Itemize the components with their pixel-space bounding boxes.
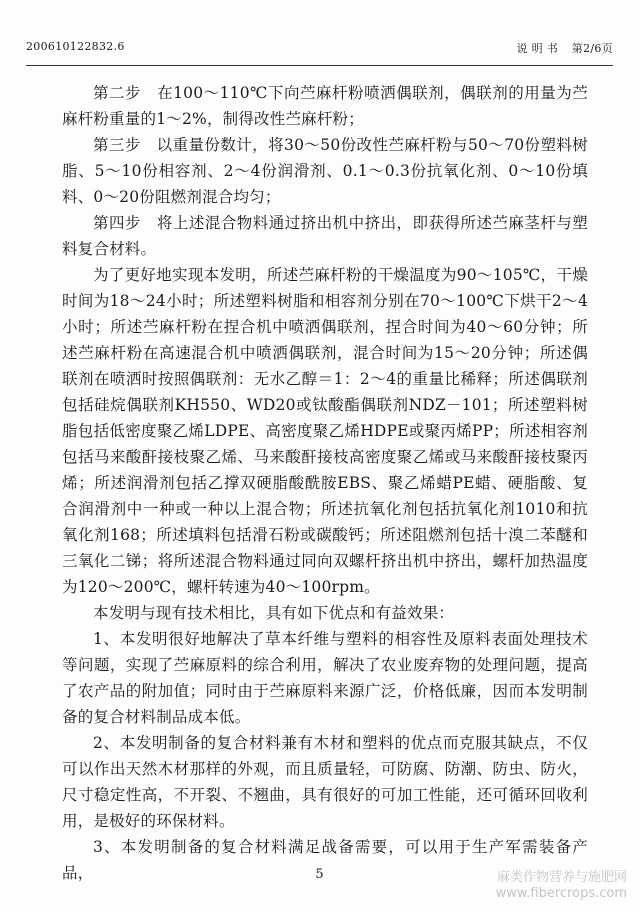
paragraph-step-3: 第三步 以重量份数计，将30～50份改性苎麻杆粉与50～70份塑料树脂、5～10份相容剂、2～4份润滑剂、0.1～0.3份抗氧化剂、0～10份填料、0～20份阻燃剂混合均匀； (62, 136, 588, 206)
watermark (496, 870, 627, 902)
watermark-title: 麻类作物营养与施肥网 (496, 870, 627, 885)
header-right (507, 40, 614, 56)
paragraph-step-4: 第四步 将上述混合物料通过挤出机中挤出，即获得所述苎麻茎杆与塑料复合材料。 (62, 214, 588, 258)
paragraph-advantage-1: 1、本发明很好地解决了草本纤维与塑料的相容性及原料表面处理技术等问题，实现了苎麻原料的综合利用，解决了农业废弃物的处理问题，提高了农产品的附加值；同时由于苎麻原料来源广泛，价格低廉，因而本发明制备的复合材料制品成本低。 (62, 630, 588, 726)
page-number: 5 (315, 867, 324, 882)
paragraph-details: 为了更好地实现本发明，所述苎麻杆粉的干燥温度为90～105℃，干燥时间为18～24小时；所述塑料树脂和相容剂分别在70～100℃下烘干2～4小时；所述苎麻杆粉在捏合机中喷洒偶联剂，捏合时间为40～60分钟；所述苎麻杆粉在高速混合机中喷洒偶联剂，混合时间为15～20分钟；所述偶联剂在喷洒时按照偶联剂：无水乙醇＝1：2～4的重量比稀释；所述偶联剂包括硅烷偶联剂KH550、WD20或钛酸酯偶联剂NDZ－101；所述塑料树脂包括低密度聚乙烯LDPE、高密度聚乙烯HDPE或聚丙烯PP；所述相容剂包括马来酸酐接枝聚乙烯、马来酸酐接枝高密度聚乙烯或马来酸酐接枝聚丙烯；所述润滑剂包括乙撑双硬脂酸酰胺EBS、聚乙烯蜡PE蜡、硬脂酸、复合润滑剂中一种或一种以上混合物；所述抗氧化剂包括抗氧化剂1010和抗氧化剂168；所述填料包括滑石粉或碳酸钙；所述阻燃剂包括十溴二苯醚和三氧化二锑；将所述混合物料通过同向双螺杆挤出机中挤出，螺杆加热温度为120～200℃，螺杆转速为40～100rpm。 (62, 266, 588, 596)
paragraph-step-2: 第二步 在100～110℃下向苎麻杆粉喷洒偶联剂，偶联剂的用量为苎麻杆粉重量的1～2%，制得改性苎麻杆粉； (62, 84, 588, 128)
header-divider (26, 65, 613, 66)
watermark-url: www.fibercrops.com (495, 886, 627, 901)
paragraph-advantage-3: 3、本发明制备的复合材料满足战备需要，可以用于生产军需装备产品， (62, 838, 588, 882)
paragraph-advantage-2: 2、本发明制备的复合材料兼有木材和塑料的优点而克服其缺点，不仅可以作出天然木材那样的外观，而且质量轻，可防腐、防潮、防虫、防火，尺寸稳定性高，不开裂、不翘曲，具有很好的可加工性能，还可循环回收利用，是极好的环保材料。 (62, 734, 588, 830)
document-body (62, 80, 588, 886)
doc-number: 200610122832.6 (26, 40, 125, 53)
page-label: 第2/6页 (571, 42, 613, 55)
doc-type: 说 明 书 (516, 42, 558, 55)
paragraph-advantages-intro: 本发明与现有技术相比，具有如下优点和有益效果： (93, 604, 455, 622)
